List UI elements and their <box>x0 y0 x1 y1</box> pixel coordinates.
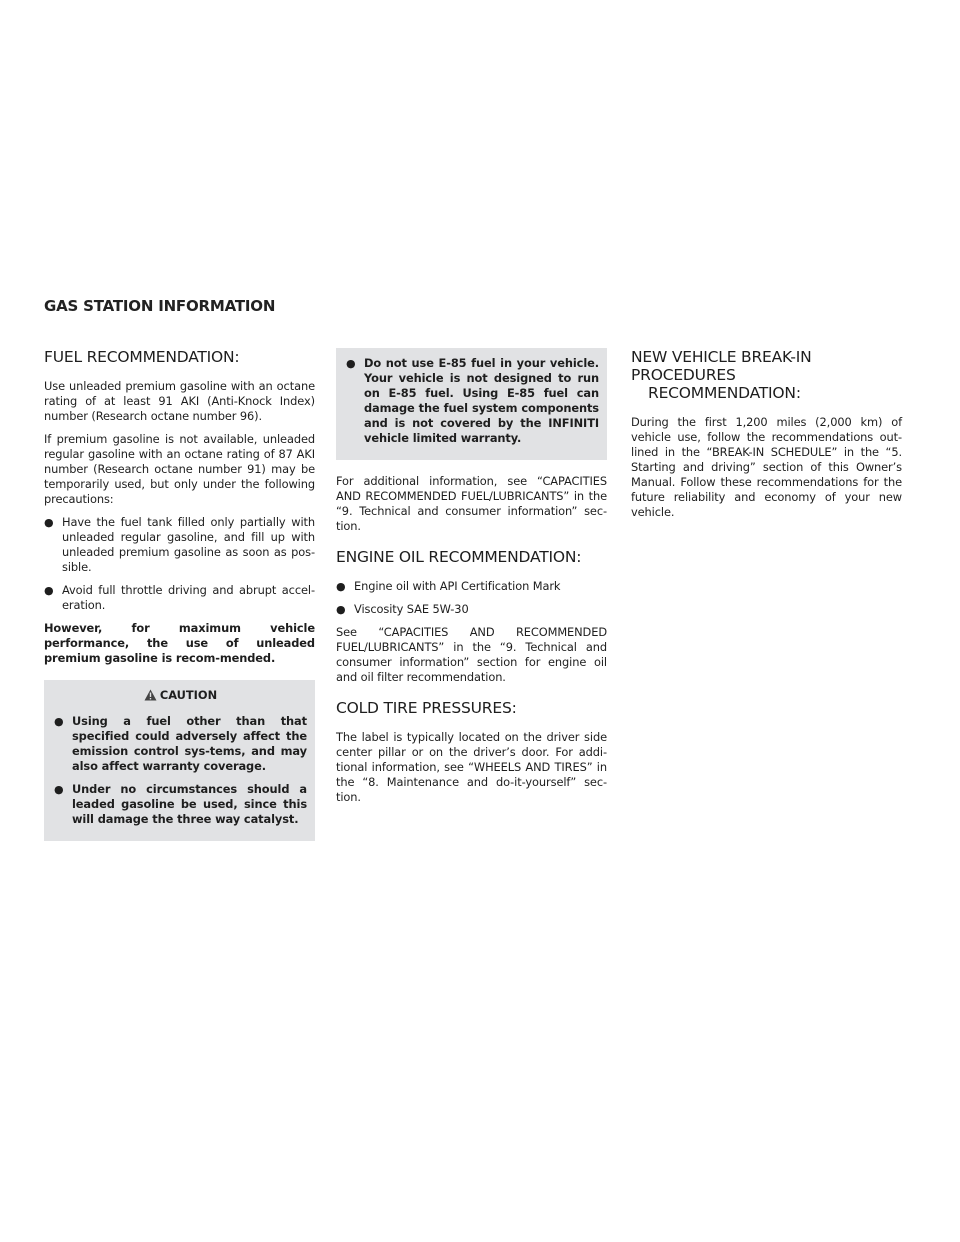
caution-box <box>44 680 315 841</box>
caution-label: CAUTION <box>159 688 218 702</box>
paragraph-engine-oil: See “CAPACITIES AND RECOMMENDED FUEL/LUBRICANTS” in the “9. Technical and consumer information” section for engine oil and oil filter recommendation. <box>336 625 607 684</box>
caution-list <box>346 356 599 446</box>
bullet-icon: ● <box>336 603 346 616</box>
page-title: GAS STATION INFORMATION <box>44 297 276 315</box>
list-item: ● Under no circumstances should a leaded gasoline be used, since this will damage the three way catalyst. <box>54 782 307 826</box>
paragraph-premium-unavailable: If premium gasoline is not available, unleaded regular gasoline with an octane rating of 87 AKI number (Research octane number 91) may be temporarily used, but only under the following precautions: <box>44 432 315 506</box>
bullet-icon: ● <box>346 357 356 370</box>
list-item: ● Engine oil with API Certification Mark <box>336 579 561 593</box>
paragraph-tire-label: The label is typically located on the driver side center pillar or on the driver’s door. For addi-tional information, see “WHEELS AND TIRES” in the “8. Maintenance and do-it-yourself” sec-tion. <box>336 730 607 804</box>
list-item: ● Viscosity SAE 5W-30 <box>336 602 469 616</box>
heading-line: RECOMMENDATION: <box>648 384 801 402</box>
column-oil-tires <box>336 348 607 813</box>
list-item: ● Using a fuel other than that specified could adversely affect the emission control sys-tems, and may also affect warranty coverage. <box>54 714 307 773</box>
paragraph-additional-info: For additional information, see “CAPACITIES AND RECOMMENDED FUEL/LUBRICANTS” in the “9. Technical and consumer information” sec-tion. <box>336 474 607 533</box>
column-break-in <box>631 348 902 528</box>
list-item: ● Avoid full throttle driving and abrupt accel-eration. <box>44 583 315 612</box>
bullet-icon: ● <box>54 783 64 796</box>
heading-fuel-recommendation: FUEL RECOMMENDATION: <box>44 348 240 366</box>
heading-line: NEW VEHICLE BREAK-IN PROCEDURES <box>631 348 812 384</box>
caution-box-continued <box>336 348 607 460</box>
paragraph-break-in: During the first 1,200 miles (2,000 km) of vehicle use, follow the recommendations out-lined in the “BREAK-IN SCHEDULE” in the “5. Starting and driving” section of this Owner’s Manual. Follow these recommendations for the future reliability and economy of your new vehicle. <box>631 415 902 519</box>
warning-icon <box>144 689 157 701</box>
engine-oil-list <box>336 579 607 617</box>
heading-engine-oil: ENGINE OIL RECOMMENDATION: <box>336 548 582 566</box>
heading-break-in <box>631 348 902 402</box>
heading-cold-tire-pressures: COLD TIRE PRESSURES: <box>336 699 517 717</box>
paragraph-performance-note: However, for maximum vehicle performance, the use of unleaded premium gasoline is recom-mended. <box>44 621 315 665</box>
list-item: ● Do not use E-85 fuel in your vehicle. Your vehicle is not designed to run on E-85 fuel. Using E-85 fuel can damage the fuel system components and is not covered by the INFINITI vehicle limited warranty. <box>346 356 599 445</box>
list-item: ● Have the fuel tank filled only partially with unleaded regular gasoline, and fill up with unleaded premium gasoline as soon as pos-sible. <box>44 515 315 574</box>
caution-header <box>54 688 307 706</box>
bullet-icon: ● <box>336 580 346 593</box>
paragraph-octane: Use unleaded premium gasoline with an octane rating of at least 91 AKI (Anti-Knock Index) number (Research octane number 96). <box>44 379 315 423</box>
precautions-list <box>44 515 315 613</box>
caution-list <box>54 714 307 827</box>
bullet-icon: ● <box>44 516 54 529</box>
column-fuel <box>44 348 315 841</box>
bullet-icon: ● <box>44 584 54 597</box>
bullet-icon: ● <box>54 715 64 728</box>
